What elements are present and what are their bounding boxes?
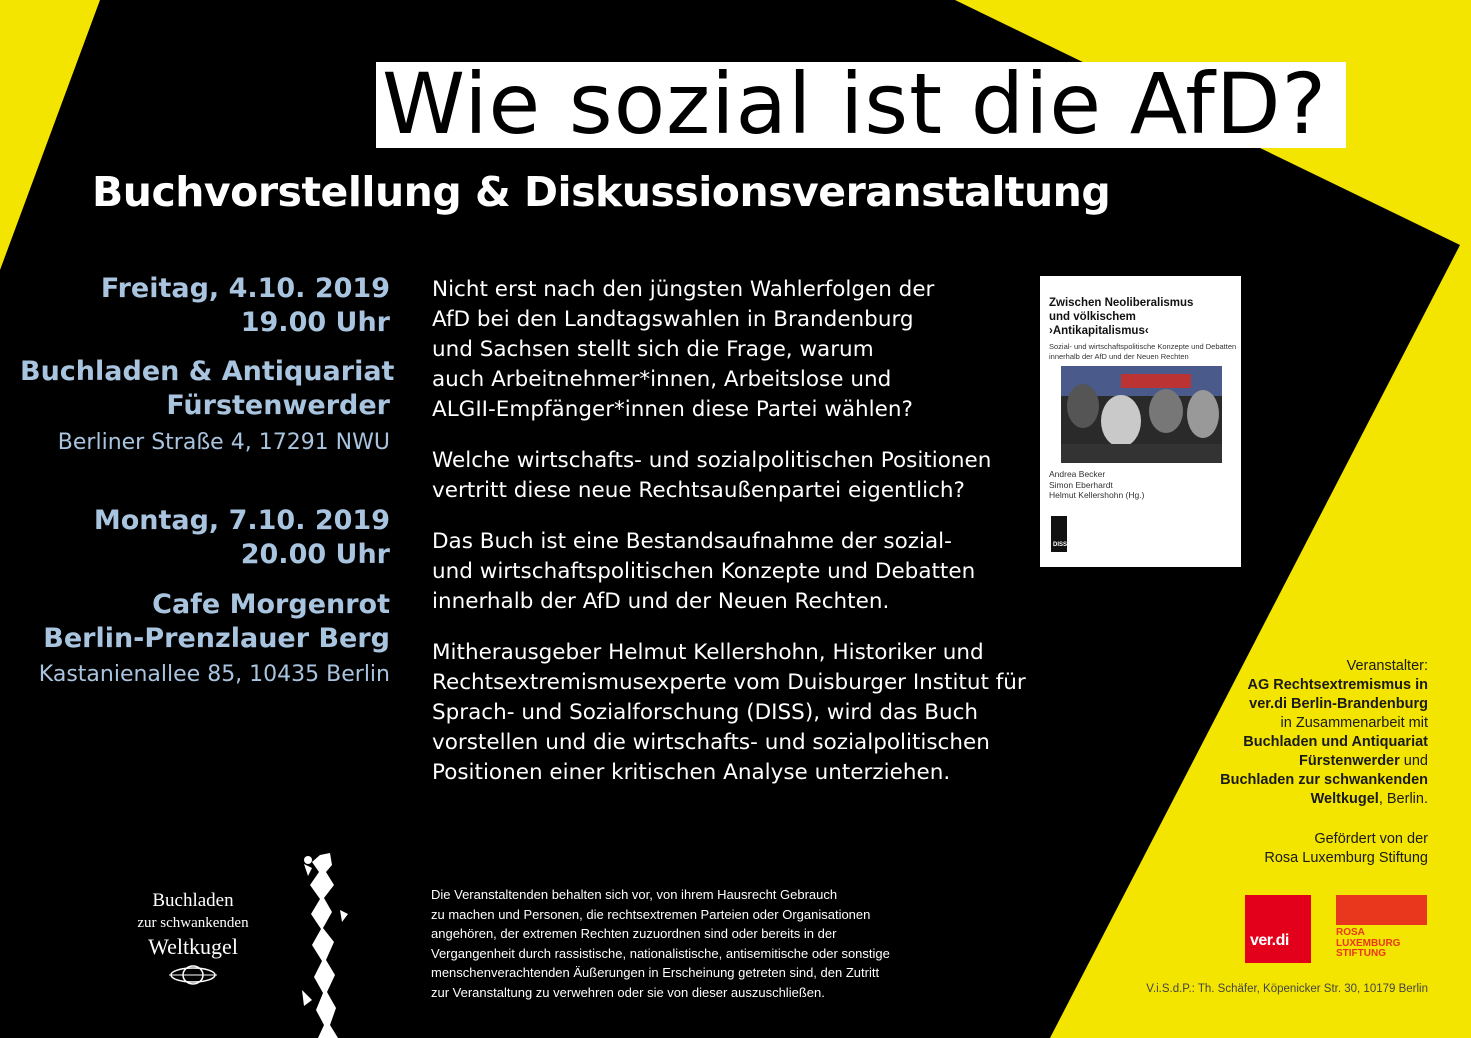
diss-publisher-logo	[1051, 516, 1067, 552]
bookshop-logo-line2: zur schwankenden	[137, 915, 249, 931]
partner2-city: , Berlin.	[1378, 791, 1428, 807]
figure-tower-illustration	[290, 850, 360, 1038]
partner1-wrap	[1208, 733, 1428, 771]
paragraph: Mitherausgeber Helmut Kellershohn, Historiker und Rechtsextremismusexperte vom Duisburger Institut für Sprach- und Sozialforschung (DISS), wird das Buch vorstellen und die wirtschafts- und sozialpolitischen Positionen einer kritischen Analyse unterziehen.	[432, 640, 1026, 785]
disclaimer: Die Veranstaltenden behalten sich vor, von ihrem Hausrecht Gebrauch zu machen und Personen, die rechtsextremen Parteien oder Organisationen angehören, der extremen Rechten zuzuordnen sind oder bereits in der Vergangenheit durch rassistische, nationalistische, antisemitische oder sonstige menschenverachtenden Äußerungen in Erscheinung getreten sind, den Zutritt zur Veranstaltung zu verwehren oder sie von dieser auszuschließen.	[431, 887, 890, 1000]
book-cover	[1040, 276, 1241, 567]
cooperation-label: in Zusammenarbeit mit	[1280, 715, 1428, 731]
book-cover-photo	[1061, 366, 1222, 463]
publisher-label: DISS	[1053, 542, 1068, 548]
paragraph: Welche wirtschafts- und sozialpolitischen Positionen vertritt diese neue Rechtsaußenpartei eigentlich?	[432, 448, 992, 503]
globe-icon	[163, 964, 223, 986]
main-description	[432, 275, 1032, 809]
rosa-luxemburg-logo-bar	[1336, 895, 1427, 925]
event1-venue-line1: Buchladen & Antiquariat	[20, 356, 395, 387]
verdi-logo	[1245, 895, 1311, 963]
paragraph: Das Buch ist eine Bestandsaufnahme der sozial- und wirtschaftspolitischen Konzepte und Debatten innerhalb der AfD und der Neuen Rechten.	[432, 529, 976, 614]
event2-address: Kastanienallee 85, 10435 Berlin	[38, 662, 390, 687]
organizer-name: AG Rechtsextremismus in ver.di Berlin-Brandenburg	[1247, 677, 1428, 712]
event2-time: 20.00 Uhr	[240, 539, 390, 570]
title-box	[376, 62, 1346, 148]
event1-time: 19.00 Uhr	[240, 307, 390, 338]
funded-label: Gefördert von der	[1314, 831, 1428, 847]
visdp-line: V.i.S.d.P.: Th. Schäfer, Köpenicker Str. 30, 10179 Berlin	[1146, 983, 1428, 995]
verdi-logo-text: ver.di	[1250, 932, 1289, 949]
event2-venue-line1: Cafe Morgenrot	[152, 589, 390, 620]
book-cover-title: Zwischen Neoliberalismus und völkischem ›Antikapitalismus‹	[1049, 297, 1194, 337]
funder: Rosa Luxemburg Stiftung	[1264, 850, 1428, 866]
partner2: Buchladen zur schwankenden Weltkugel	[1220, 772, 1428, 807]
book-cover-subtitle: Sozial- und wirtschaftspolitische Konzepte und Debatten innerhalb der AfD und der Neuen Rechten	[1049, 342, 1237, 361]
event1-date: Freitag, 4.10. 2019	[100, 273, 390, 304]
event1-address: Berliner Straße 4, 17291 NWU	[57, 430, 390, 455]
book-cover-photo-image	[1061, 366, 1222, 463]
event1-venue-line2: Fürstenwerder	[166, 390, 390, 421]
subtitle: Buchvorstellung & Diskussionsveranstaltung	[92, 168, 1111, 216]
organizer-label: Veranstalter:	[1346, 658, 1428, 674]
partner1: Buchladen und Antiquariat Fürstenwerder	[1243, 734, 1428, 769]
bookshop-logo-line3: Weltkugel	[148, 934, 238, 959]
bookshop-logo-line1: Buchladen	[152, 890, 234, 911]
rosa-luxemburg-logo-text: ROSA LUXEMBURG STIFTUNG	[1336, 927, 1401, 959]
paragraph: Nicht erst nach den jüngsten Wahlerfolgen der AfD bei den Landtagswahlen in Brandenburg und Sachsen stellt sich die Frage, warum auch Arbeitnehmer*innen, Arbeitslose und ALGII-Empfänger*innen diese Partei wählen?	[432, 277, 935, 422]
and-label: und	[1403, 753, 1428, 769]
event2-venue-line2: Berlin-Prenzlauer Berg	[43, 623, 390, 654]
partner2-wrap	[1188, 771, 1428, 809]
page-title: Wie sozial ist die AfD?	[382, 62, 1328, 148]
bookshop-logo	[108, 890, 278, 991]
book-cover-authors: Andrea Becker Simon Eberhardt Helmut Kellershohn (Hg.)	[1049, 469, 1145, 500]
event2-date: Montag, 7.10. 2019	[93, 505, 390, 536]
organizer-org-wrap	[1218, 676, 1428, 714]
